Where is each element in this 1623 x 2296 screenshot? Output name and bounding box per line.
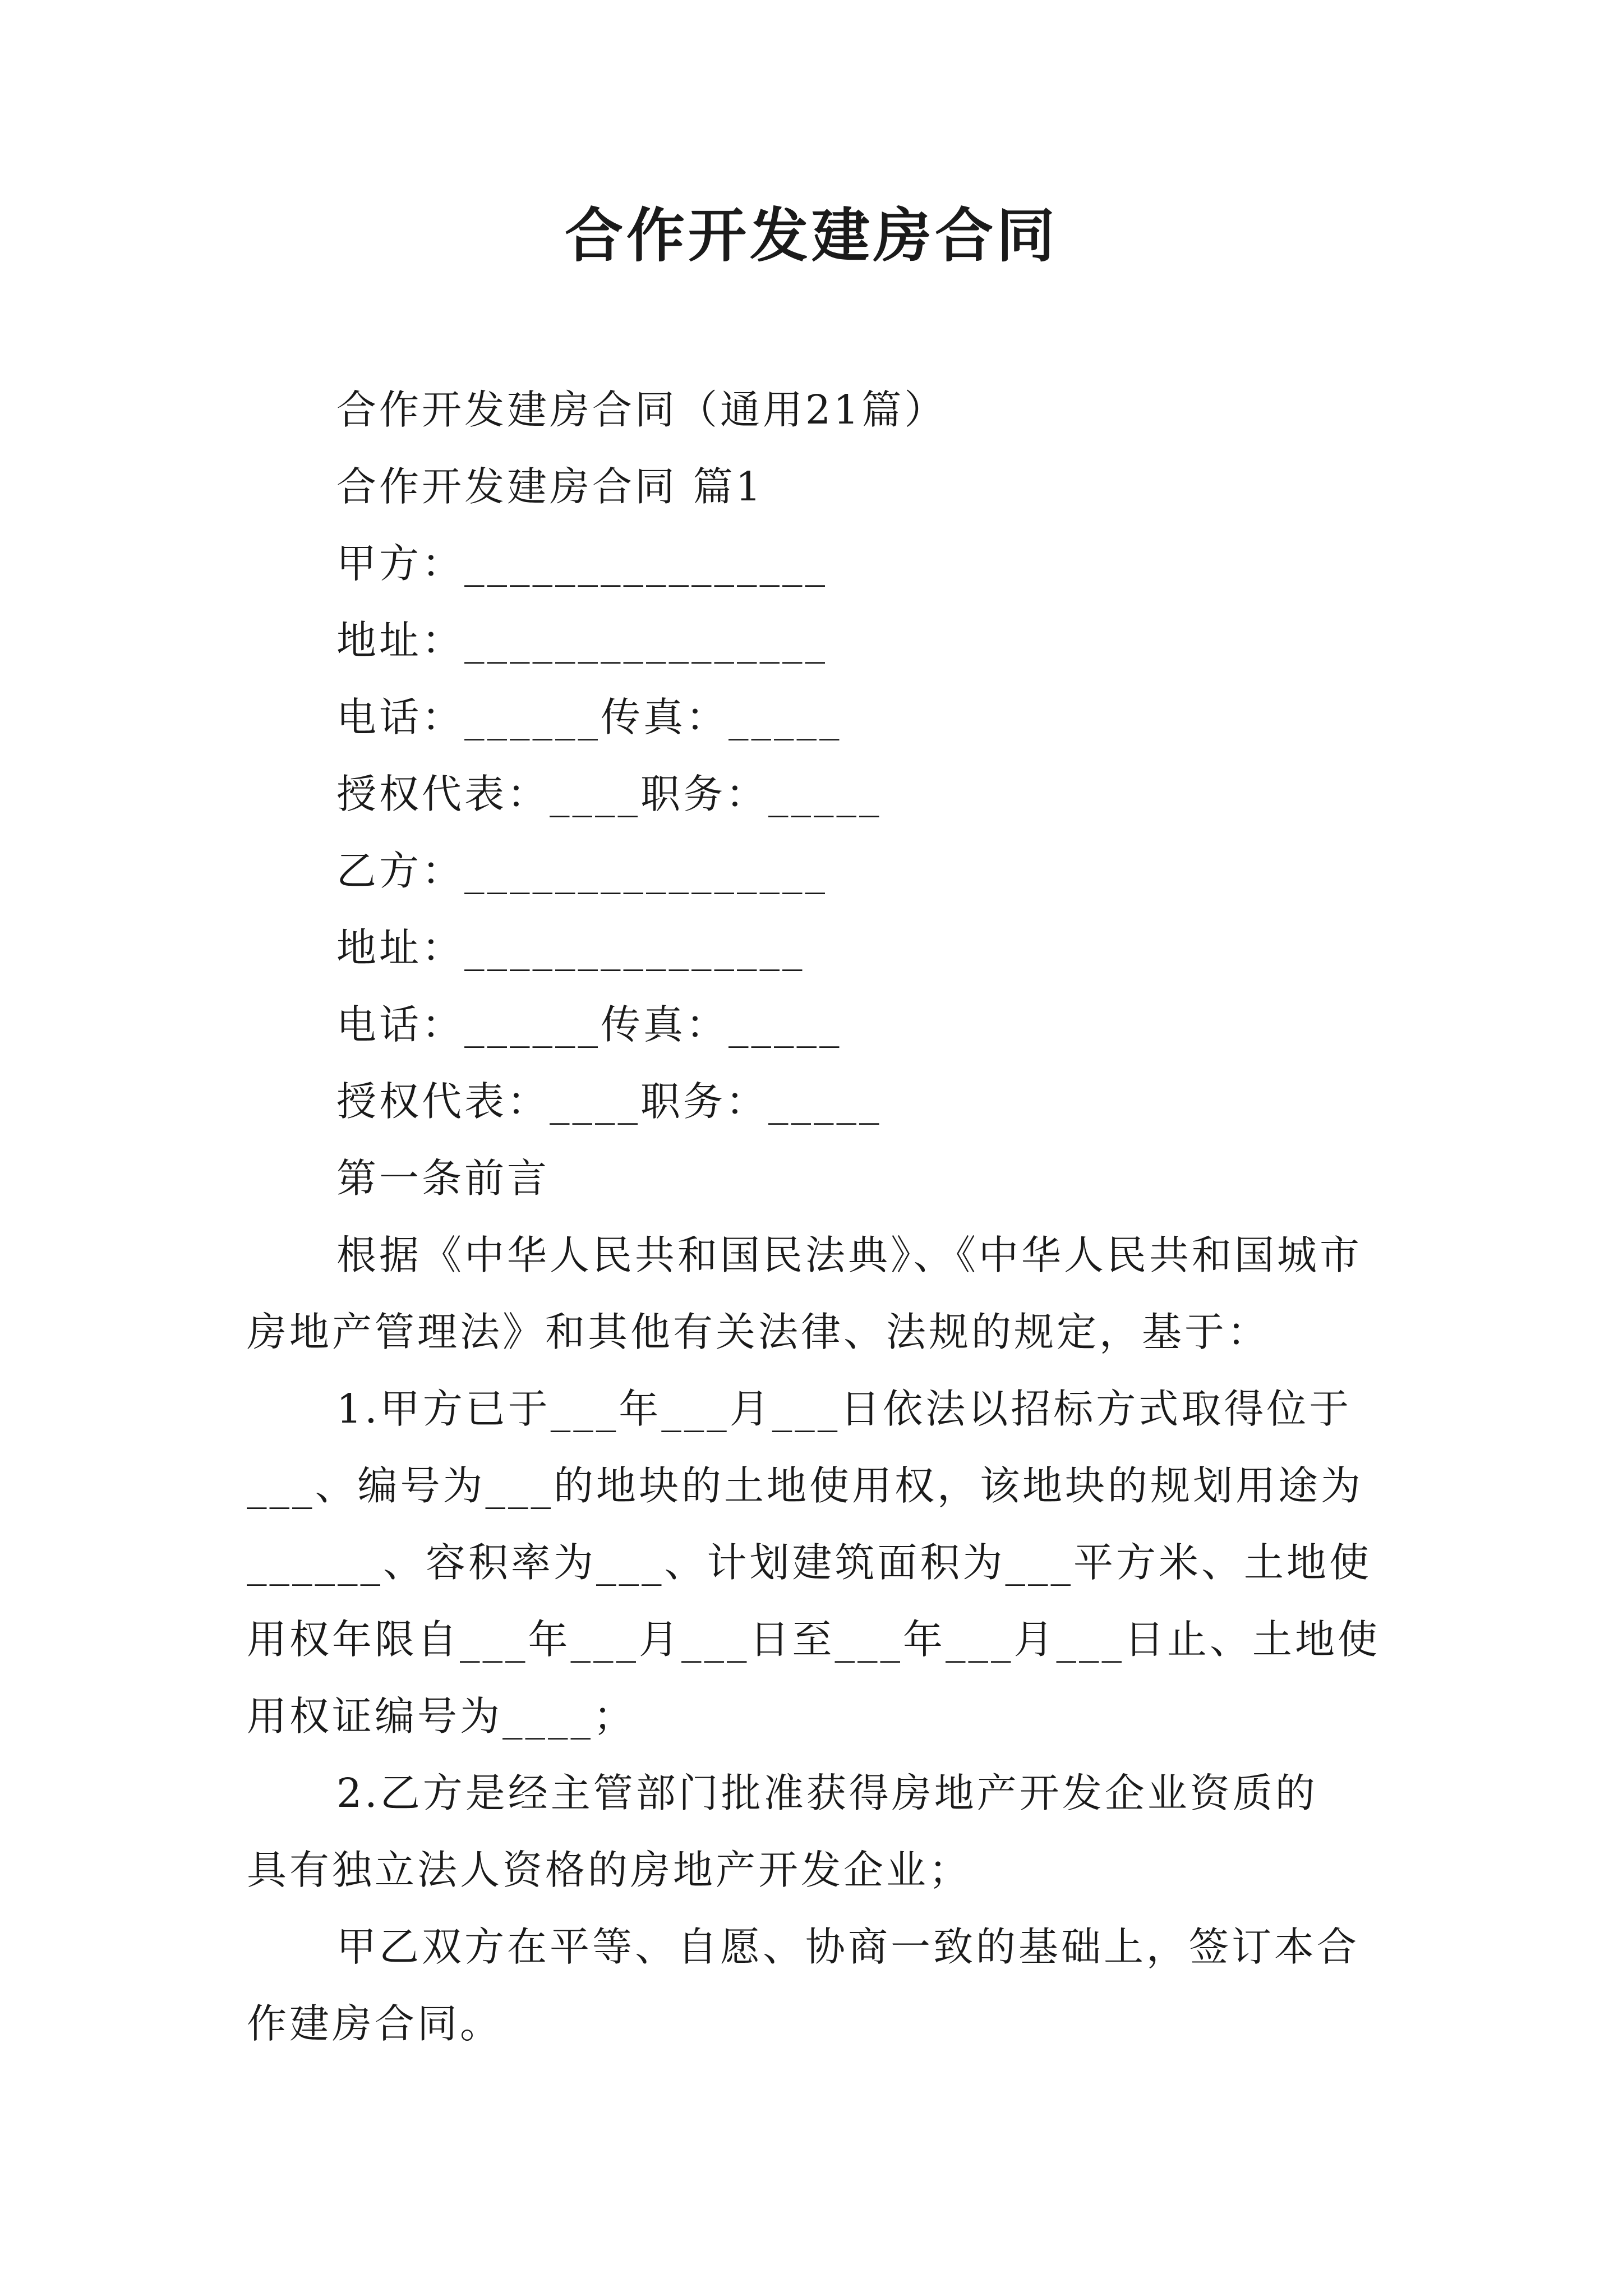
paragraph-line: 2.乙方是经主管部门批准获得房地产开发企业资质的 (336, 1770, 1318, 1816)
party-b-name: 乙方：________________ (336, 848, 828, 894)
article-1-heading: 第一条前言 (336, 1155, 550, 1202)
paragraph-line: ___、编号为___的地块的土地使用权，该地块的规划用途为 (247, 1462, 1364, 1509)
paragraph-line: 作建房合同。 (247, 2000, 503, 2047)
party-b-representative: 授权代表：____职务：_____ (336, 1078, 882, 1125)
subtitle: 合作开发建房合同（通用21篇） (336, 386, 947, 433)
paragraph-line: 用权证编号为____； (247, 1693, 637, 1740)
party-b-contact: 电话：______传真：_____ (336, 1001, 842, 1048)
document-title: 合作开发建房合同 (564, 201, 1058, 270)
party-a-contact: 电话：______传真：_____ (336, 694, 842, 740)
section-heading: 合作开发建房合同 篇1 (336, 463, 764, 510)
paragraph-line: 根据《中华人民共和国民法典》、《中华人民共和国城市 (336, 1232, 1363, 1278)
paragraph-line: 房地产管理法》和其他有关法律、法规的规定，基于： (247, 1309, 1270, 1355)
paragraph-line: 具有独立法人资格的房地产开发企业； (247, 1847, 972, 1893)
party-a-representative: 授权代表：____职务：_____ (336, 771, 882, 817)
paragraph-item-1 (247, 1370, 1385, 1755)
paragraph-line: 1.甲方已于___年___月___日依法以招标方式取得位于 (336, 1386, 1352, 1432)
party-b-address: 地址：_______________ (336, 924, 805, 971)
party-a-address: 地址：________________ (336, 617, 828, 664)
paragraph-line: ______、容积率为___、计划建筑面积为___平方米、土地使 (247, 1539, 1372, 1586)
paragraph-basis (247, 1217, 1385, 1370)
paragraph-item-2 (247, 1755, 1385, 1908)
paragraph-line: 甲乙双方在平等、自愿、协商一致的基础上，签订本合 (336, 1924, 1360, 1970)
paragraph-agreement (247, 1908, 1385, 2062)
paragraph-line: 用权年限自___年___月___日至___年___月___日止、土地使 (247, 1616, 1381, 1663)
document-body (247, 371, 1385, 2062)
party-a-name: 甲方：________________ (336, 540, 828, 587)
